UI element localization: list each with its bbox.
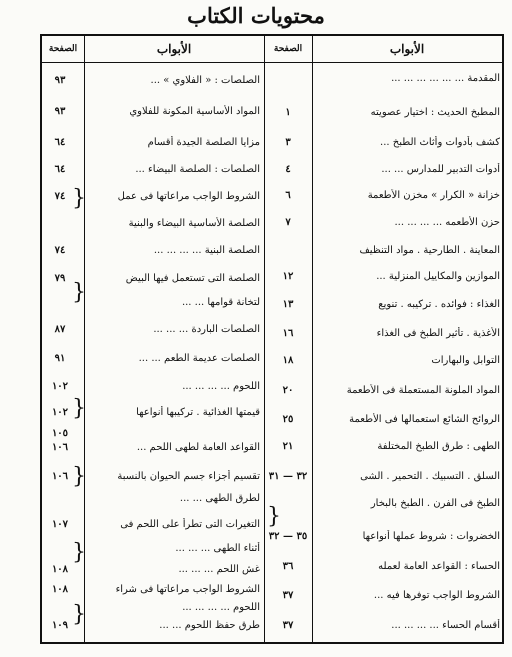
- right-row-page: ٢٥: [282, 414, 294, 425]
- page-title: محتويات الكتاب: [187, 3, 325, 28]
- right-row-topic: الخضروات : شروط عملها أنواعها: [362, 531, 500, 542]
- left-row-page: ١٠٥: [51, 428, 69, 439]
- right-row-page: ٣٧: [282, 620, 294, 631]
- left-row-topic: الصلصة الأساسية البيضاء والبنية: [128, 218, 260, 229]
- left-row-topic: القواعد العامة لطهى اللحم ...: [136, 442, 260, 453]
- bracket-mark: }: [72, 540, 86, 565]
- right-row-topic: كشف بأدوات وأثاث الطبخ ...: [380, 137, 500, 148]
- right-row-topic: الشروط الواجب توفرها فيه ...: [373, 590, 500, 601]
- left-row-page: ٩٣: [54, 75, 66, 86]
- left-row-topic: اللحوم ... ... ... ...: [182, 602, 260, 613]
- left-row-page: ٩١: [54, 353, 66, 364]
- right-row-topic: الطبخ فى الفرن . الطبخ بالبخار: [370, 498, 500, 509]
- left-row-page: ٩٣: [54, 106, 66, 117]
- left-row-page: ١٠٨: [51, 584, 69, 595]
- right-row-page: ١٨: [282, 355, 294, 366]
- header-divider: [42, 62, 502, 63]
- left-row-topic: الشروط الواجب مراعاتها فى شراء: [115, 584, 260, 595]
- bracket-mark: }: [72, 396, 86, 421]
- left-row-topic: غش اللحم ... ... ...: [178, 564, 260, 575]
- left-row-page: ١٠٢: [51, 381, 69, 392]
- left-row-page: ٧٩: [54, 273, 66, 284]
- left-row-page: ١٠٦: [51, 442, 69, 453]
- right-row-page: ٣: [285, 137, 291, 148]
- right-row-page: ٣٥ — ٣٢: [268, 531, 308, 542]
- bracket-mark: }: [267, 504, 281, 529]
- left-row-topic: الصلصات : الصلصة البيضاء ...: [135, 164, 260, 175]
- right-row-page: ١٦: [282, 328, 294, 339]
- right-page-header: الصفحة: [273, 44, 303, 54]
- left-row-page: ١٠٢: [51, 407, 69, 418]
- left-row-page: ١٠٦: [51, 471, 69, 482]
- right-row-topic: المعاينة . الطارحية . مواد التنظيف: [359, 245, 500, 256]
- right-row-topic: الغذاء : فوائده . تركيبه . تنويع: [378, 299, 500, 310]
- left-row-page: ١٠٧: [51, 519, 69, 530]
- left-row-topic: لتخانة قوامها ... ...: [181, 297, 260, 308]
- right-row-topic: الموازين والمكاييل المنزلية ...: [376, 271, 500, 282]
- left-row-topic: التغيرات التى تطرأ على اللحم فى: [120, 519, 260, 530]
- right-row-page: ٧: [285, 217, 291, 228]
- left-row-topic: طرق حفظ اللحوم ... ...: [159, 620, 260, 631]
- left-row-topic: أثناء الطهى ... ... ...: [175, 543, 260, 554]
- left-row-topic: المواد الأساسية المكونة للفلاوي: [129, 106, 260, 117]
- right-row-topic: أقسام الحساء ... ... ... ...: [391, 620, 500, 631]
- left-row-topic: الشروط الواجب مراعاتها فى عمل: [117, 191, 260, 202]
- left-row-page: ١٠٩: [51, 620, 69, 631]
- left-row-topic: الصلصات الباردة ... ... ...: [153, 324, 260, 335]
- column-divider: [264, 36, 265, 642]
- right-row-page: ٢١: [282, 441, 294, 452]
- right-row-page: ١٣: [282, 299, 294, 310]
- right-row-page: ١: [285, 107, 291, 118]
- right-row-page: ٣٢ — ٣١: [268, 471, 308, 482]
- right-row-topic: المطبخ الحديث : اختيار عصويته: [370, 107, 500, 118]
- right-row-topic: أدوات التدبير للمدارس ... ...: [381, 164, 500, 175]
- left-row-page: ١٠٨: [51, 564, 69, 575]
- right-row-topic: خزانة « الكرار » مخزن الأطعمة: [367, 190, 500, 201]
- column-divider: [312, 36, 313, 642]
- right-row-topic: الحساء : القواعد العامة لعمله: [378, 561, 500, 572]
- left-row-topic: قيمتها الغذائية . تركيبها أنواعها: [136, 407, 260, 418]
- bracket-mark: }: [72, 464, 86, 489]
- left-row-page: ٧٤: [54, 191, 66, 202]
- contents-table: [40, 34, 504, 644]
- left-row-topic: مزايا الصلصة الجيدة أقسام: [147, 137, 260, 148]
- left-row-page: ٦٤: [54, 164, 66, 175]
- left-row-topic: الصلصات : « الفلاوي » ...: [150, 75, 260, 86]
- right-row-topic: الأغذية . تأثير الطبخ فى الغذاء: [376, 328, 500, 339]
- right-row-page: ٣٦: [282, 561, 294, 572]
- left-row-topic: اللحوم ... ... ... ...: [182, 381, 260, 392]
- left-row-topic: الصلصة التى تستعمل فيها البيض: [125, 273, 260, 284]
- right-row-topic: الروائح الشائع استعمالها فى الأطعمة: [349, 414, 500, 425]
- right-row-page: ٢٠: [282, 385, 294, 396]
- right-row-topic: حزن الأطعمه ... ... ... ...: [394, 217, 500, 228]
- right-row-topic: السلق . التسبيك . التحمير . الشى: [360, 471, 500, 482]
- right-row-topic: الطهى : طرق الطبخ المختلفة: [377, 441, 500, 452]
- left-page-header: الصفحة: [48, 44, 78, 54]
- left-topic-header: الأبواب: [156, 42, 192, 56]
- left-row-topic: تقسيم أجزاء جسم الحيوان بالنسبة: [117, 471, 260, 482]
- left-row-topic: الصلصات عديمة الطعم ... ...: [138, 353, 260, 364]
- right-row-topic: المواد الملونة المستعملة فى الأطعمة: [346, 385, 500, 396]
- right-topic-header: الأبواب: [389, 42, 425, 56]
- right-row-page: ١٢: [282, 271, 294, 282]
- bracket-mark: }: [72, 602, 86, 627]
- left-row-page: ٧٤: [54, 245, 66, 256]
- right-row-page: ٦: [285, 190, 291, 201]
- right-row-topic: التوابل والبهارات: [431, 355, 500, 366]
- left-row-topic: الصلصة البنية ... ... ... ...: [153, 245, 260, 256]
- left-row-page: ٦٤: [54, 137, 66, 148]
- right-row-page: ٣٧: [282, 590, 294, 601]
- bracket-mark: }: [72, 280, 86, 305]
- left-row-topic: لطرق الطهى ... ...: [179, 493, 260, 504]
- right-row-topic: المقدمة ... ... ... ... ... ...: [391, 73, 500, 84]
- left-row-page: ٨٧: [54, 324, 66, 335]
- right-row-page: ٤: [285, 164, 291, 175]
- bracket-mark: }: [72, 186, 86, 211]
